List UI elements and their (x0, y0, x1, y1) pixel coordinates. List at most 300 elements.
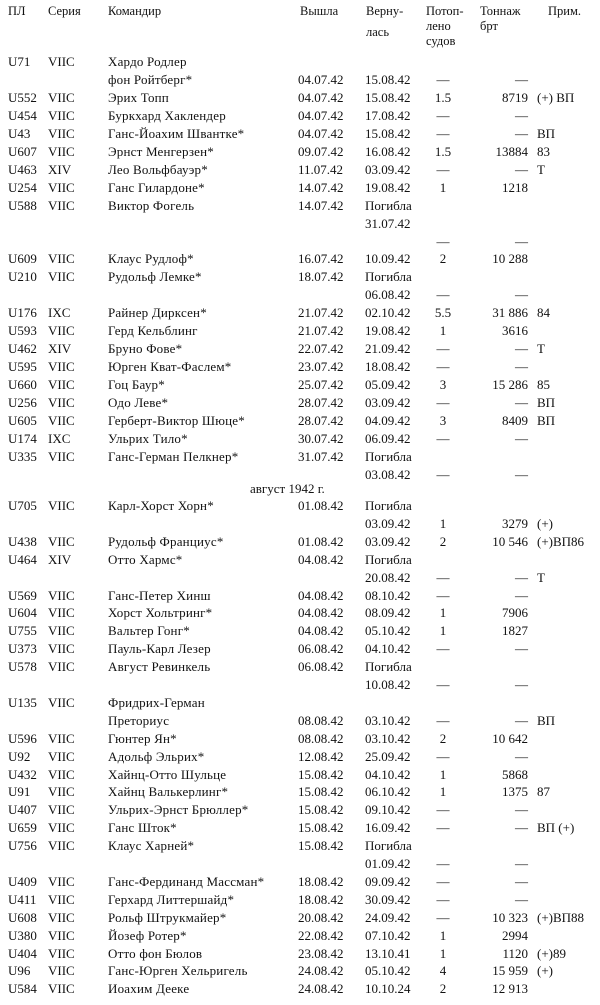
table-row (0, 376, 600, 394)
cell-returned: 25.09.42 (365, 748, 411, 764)
cell-sunk: — (436, 677, 450, 692)
cell-note: 87 (537, 784, 550, 800)
cell-sunk: — (436, 802, 450, 818)
cell-returned: 20.08.42 (365, 569, 411, 585)
cell-departed: 30.07.42 (298, 430, 344, 446)
cell-series: VIIC (48, 498, 75, 513)
cell-note: Т (537, 341, 545, 357)
cell-tonnage: — (515, 341, 528, 357)
cell-departed: 28.07.42 (298, 395, 344, 411)
table-row (0, 250, 600, 268)
cell-tonnage: — (515, 820, 528, 836)
cell-series: VIIC (48, 963, 75, 979)
cell-sunk: 3 (439, 377, 447, 393)
cell-departed: 08.08.42 (298, 712, 344, 728)
cell-tonnage: 5868 (502, 766, 528, 782)
cell-sunk: 3 (439, 413, 447, 428)
cell-tonnage: — (515, 161, 528, 177)
cell-sunk: 1 (439, 927, 447, 943)
cell-returned: 03.10.42 (365, 712, 411, 728)
cell-departed: 04.08.42 (298, 605, 344, 621)
cell-tonnage: — (515, 712, 528, 728)
cell-pl: U43 (8, 125, 31, 141)
cell-returned: 05.09.42 (365, 377, 411, 393)
table-row (0, 125, 600, 143)
cell-departed: 31.07.42 (298, 448, 344, 464)
cell-departed: 04.08.42 (298, 623, 344, 639)
cell-pl: U660 (8, 377, 37, 393)
cell-note: ВП (+) (537, 820, 575, 836)
table-row (0, 891, 600, 909)
cell-returned: 06.10.42 (365, 784, 411, 800)
cell-pl: U463 (8, 161, 37, 177)
cell-returned: Погибла (365, 197, 412, 213)
cell-commander: фон Ройтберг* (108, 71, 193, 87)
cell-returned: 15.08.42 (365, 71, 411, 87)
cell-tonnage: — (515, 802, 528, 818)
cell-tonnage: 3279 (502, 515, 528, 531)
cell-pl: U756 (8, 838, 37, 854)
table-row (0, 909, 600, 927)
cell-pl: U593 (8, 323, 37, 339)
cell-departed: 25.07.42 (298, 377, 344, 393)
cell-series: VIIC (48, 820, 75, 836)
cell-sunk: — (436, 359, 450, 375)
cell-pl: U96 (8, 963, 31, 979)
table-row (0, 962, 600, 980)
cell-departed: 15.08.42 (298, 784, 344, 800)
header-sunk (426, 4, 464, 49)
cell-series: VIIC (48, 891, 75, 907)
cell-departed: 15.08.42 (298, 802, 344, 818)
cell-commander: Фридрих-Герман (108, 694, 205, 710)
cell-returned: 30.09.42 (365, 891, 411, 907)
cell-series: VIIC (48, 359, 75, 375)
cell-departed: 04.07.42 (298, 107, 344, 123)
cell-departed: 23.07.42 (298, 359, 344, 375)
cell-returned: 03.08.42 (365, 466, 411, 482)
cell-series: VIIC (48, 909, 75, 925)
cell-sunk: 2 (439, 251, 447, 267)
header-sunk-line-2: лено (426, 19, 451, 33)
table-row (0, 161, 600, 179)
table-row (0, 448, 600, 466)
table-row (0, 322, 600, 340)
cell-departed: 04.07.42 (298, 89, 344, 105)
cell-commander: Хайнц Валькерлинг* (108, 784, 229, 800)
cell-tonnage: — (515, 569, 528, 585)
cell-tonnage: — (515, 748, 528, 764)
cell-sunk: 1 (439, 784, 447, 800)
cell-commander: Клаус Харней* (108, 838, 195, 854)
cell-tonnage: 8409 (502, 413, 528, 428)
cell-sunk: — (436, 748, 450, 764)
cell-sunk: — (436, 641, 450, 657)
header-departed: Вышла (300, 4, 339, 18)
cell-pl: U71 (8, 54, 31, 69)
cell-note: (+) (537, 515, 553, 531)
header-pl: ПЛ (8, 4, 26, 18)
cell-sunk: — (436, 873, 450, 889)
cell-sunk: — (436, 71, 450, 87)
header-notes: Прим. (548, 4, 582, 18)
cell-series: VIIC (48, 323, 75, 339)
cell-series: VIIC (48, 766, 75, 782)
cell-returned: 19.08.42 (365, 179, 411, 195)
table-row (0, 533, 600, 551)
cell-returned: 08.10.42 (365, 587, 411, 603)
cell-series: VIIC (48, 448, 75, 464)
cell-commander: Герд Кельблинг (108, 323, 198, 339)
cell-pl: U411 (8, 891, 37, 907)
cell-departed: 14.07.42 (298, 179, 344, 195)
cell-series: VIIC (48, 413, 75, 428)
cell-departed: 18.07.42 (298, 269, 344, 285)
cell-series: VIIC (48, 395, 75, 411)
cell-commander: Хорст Хольтринг* (108, 605, 213, 621)
cell-departed: 18.08.42 (298, 873, 344, 889)
cell-series: VIIC (48, 748, 75, 764)
cell-returned: Погибла (365, 551, 412, 567)
cell-commander: Хардо Родлер (108, 54, 187, 69)
cell-commander: Отто фон Бюлов (108, 945, 203, 961)
cell-departed: 12.08.42 (298, 748, 344, 764)
cell-commander: Ганс Шток* (108, 820, 177, 836)
table-row (0, 412, 600, 430)
cell-pl: U256 (8, 395, 37, 411)
cell-sunk: — (436, 891, 450, 907)
table-row (0, 515, 600, 533)
cell-departed: 22.07.42 (298, 341, 344, 357)
cell-sunk: 2 (439, 730, 447, 746)
cell-commander: Ганс-Фердинанд Массман* (108, 873, 265, 889)
cell-departed: 01.08.42 (298, 498, 344, 513)
cell-departed: 04.07.42 (298, 71, 344, 87)
cell-departed: 24.08.42 (298, 981, 344, 997)
cell-tonnage: — (515, 233, 528, 249)
table-row (0, 855, 600, 873)
cell-tonnage: — (515, 107, 528, 123)
cell-returned: 04.10.42 (365, 766, 411, 782)
header-returned-line-1: Верну- (366, 4, 404, 18)
cell-series: VIIC (48, 587, 75, 603)
cell-returned: 03.10.42 (365, 730, 411, 746)
cell-departed: 15.08.42 (298, 820, 344, 836)
cell-series: VIIC (48, 269, 75, 285)
cell-series: VIIC (48, 641, 75, 657)
cell-tonnage: 31 886 (492, 305, 528, 321)
cell-returned: 10.09.42 (365, 251, 411, 267)
cell-note: ВП (537, 712, 556, 728)
header-returned-line-2: лась (366, 25, 390, 39)
cell-commander: Иоахим Дееке (108, 981, 190, 997)
table-row (0, 730, 600, 748)
cell-sunk: — (436, 341, 450, 357)
cell-returned: Погибла (365, 659, 412, 675)
cell-pl: U409 (8, 873, 37, 889)
cell-departed: 16.07.42 (298, 251, 344, 267)
cell-commander: Эрих Топп (108, 89, 169, 105)
cell-commander: Ганс-Петер Хинш (108, 587, 211, 603)
table-row (0, 604, 600, 622)
table-row (0, 197, 600, 215)
cell-commander: Йозеф Ротер* (108, 927, 187, 943)
table-row (0, 304, 600, 322)
cell-departed: 09.07.42 (298, 143, 344, 159)
cell-sunk: 1 (439, 766, 447, 782)
table-row (0, 587, 600, 605)
cell-commander: Буркхард Хаклендер (108, 107, 226, 123)
table-row (0, 712, 600, 730)
cell-returned: 16.09.42 (365, 820, 411, 836)
cell-returned: Погибла (365, 269, 412, 285)
cell-commander: Ульрих Тило* (108, 430, 188, 446)
cell-sunk: 4 (439, 963, 447, 979)
table-row (0, 430, 600, 448)
month-heading: август 1942 г. (250, 481, 325, 496)
cell-commander: Адольф Эльрих* (108, 748, 205, 764)
header-commander: Командир (108, 4, 162, 18)
cell-returned: 18.08.42 (365, 359, 411, 375)
table-row (0, 569, 600, 587)
cell-sunk: — (436, 569, 450, 585)
cell-note: (+)89 (537, 945, 566, 961)
cell-returned: 04.09.42 (365, 413, 411, 428)
table-row (0, 497, 600, 515)
cell-tonnage: 13884 (495, 143, 528, 159)
cell-commander: Ульрих-Эрнст Брюллер* (108, 802, 249, 818)
cell-commander: Виктор Фогель (108, 197, 195, 213)
cell-commander: Гоц Баур* (108, 377, 165, 393)
cell-departed: 21.07.42 (298, 305, 344, 321)
cell-sunk: — (436, 587, 450, 603)
cell-pl: U454 (8, 107, 37, 123)
cell-departed: 11.07.42 (298, 161, 344, 177)
table-row (0, 89, 600, 107)
cell-pl: U588 (8, 197, 37, 213)
cell-returned: 02.10.42 (365, 305, 411, 321)
cell-sunk: 1 (439, 623, 447, 639)
header-tonnage-line-2: брт (480, 19, 498, 33)
cell-commander: Ганс-Юрген Хельригель (108, 963, 248, 979)
cell-commander: Август Ревинкель (108, 659, 211, 675)
cell-pl: U552 (8, 89, 37, 105)
cell-returned: Погибла (365, 448, 412, 464)
cell-departed: 23.08.42 (298, 945, 344, 961)
table-row (0, 179, 600, 197)
cell-pl: U432 (8, 766, 37, 782)
cell-tonnage: 15 959 (492, 963, 528, 979)
cell-series: VIIC (48, 730, 75, 746)
cell-returned: 05.10.42 (365, 623, 411, 639)
cell-returned: 03.09.42 (365, 395, 411, 411)
table-row (0, 53, 600, 71)
cell-note: (+)ВП86 (537, 533, 585, 549)
table-row (0, 71, 600, 89)
cell-returned: 04.10.42 (365, 641, 411, 657)
table-row (0, 551, 600, 569)
cell-tonnage: — (515, 641, 528, 657)
cell-note: ВП (537, 413, 556, 428)
cell-series: VIIC (48, 179, 75, 195)
cell-tonnage: — (515, 287, 528, 303)
cell-sunk: 1 (439, 515, 447, 531)
cell-note: Т (537, 569, 545, 585)
cell-commander: Рольф Штрукмайер* (108, 909, 227, 925)
header-series: Серия (48, 4, 81, 18)
cell-departed: 06.08.42 (298, 641, 344, 657)
cell-sunk: 5.5 (434, 305, 452, 321)
cell-tonnage: — (515, 891, 528, 907)
cell-commander: Клаус Рудлоф* (108, 251, 194, 267)
table-row (0, 766, 600, 784)
cell-note: 83 (537, 143, 550, 159)
cell-series: VIIC (48, 143, 75, 159)
table-row (0, 286, 600, 304)
cell-pl: U210 (8, 269, 37, 285)
table-row (0, 819, 600, 837)
cell-pl: U407 (8, 802, 37, 818)
cell-pl: U595 (8, 359, 37, 375)
cell-departed: 28.07.42 (298, 413, 344, 428)
cell-departed: 15.08.42 (298, 838, 344, 854)
cell-commander: Вальтер Гонг* (108, 623, 190, 639)
cell-returned: 06.08.42 (365, 287, 411, 303)
cell-sunk: — (436, 712, 450, 728)
cell-commander: Юрген Кват-Фаслем* (108, 359, 232, 375)
cell-departed: 20.08.42 (298, 909, 344, 925)
cell-sunk: — (436, 856, 450, 871)
cell-sunk: 2 (439, 981, 447, 997)
cell-tonnage: 10 546 (492, 533, 528, 549)
cell-pl: U135 (8, 694, 37, 710)
cell-note: Т (537, 161, 545, 177)
cell-commander: Ганс-Герман Пелкнер* (108, 448, 239, 464)
cell-series: VIIC (48, 927, 75, 943)
cell-series: VIIC (48, 623, 75, 639)
cell-series: VIIC (48, 89, 75, 105)
header-tonnage-line-1: Тоннаж (480, 4, 521, 18)
cell-note: 85 (537, 377, 550, 393)
cell-sunk: 1 (439, 323, 447, 339)
cell-series: VIIC (48, 659, 75, 675)
cell-sunk: 1.5 (434, 143, 452, 159)
cell-pl: U605 (8, 413, 37, 428)
cell-series: VIIC (48, 838, 75, 854)
cell-note: ВП (537, 395, 556, 411)
cell-note: (+)ВП88 (537, 909, 585, 925)
cell-pl: U569 (8, 587, 37, 603)
cell-pl: U91 (8, 784, 31, 800)
table-row (0, 215, 600, 233)
cell-pl: U335 (8, 448, 37, 464)
cell-returned: 16.08.42 (365, 143, 411, 159)
cell-returned: 13.10.41 (365, 945, 411, 961)
cell-pl: U92 (8, 748, 31, 764)
table-row (0, 340, 600, 358)
cell-pl: U462 (8, 341, 37, 357)
table-row (0, 694, 600, 712)
table-row (0, 358, 600, 376)
cell-departed: 04.08.42 (298, 587, 344, 603)
cell-commander: Гюнтер Ян* (108, 730, 177, 746)
cell-commander: Ганс-Йоахим Швантке* (108, 125, 245, 141)
cell-pl: U608 (8, 909, 37, 925)
cell-series: VIIC (48, 694, 75, 710)
cell-returned: Погибла (365, 498, 412, 513)
cell-commander: Ганс Гилардоне* (108, 179, 205, 195)
cell-departed: 08.08.42 (298, 730, 344, 746)
cell-pl: U404 (8, 945, 37, 961)
cell-pl: U176 (8, 305, 37, 321)
cell-series: VIIC (48, 784, 75, 800)
cell-series: VIIC (48, 981, 75, 997)
cell-commander: Эрнст Менгерзен* (108, 143, 215, 159)
cell-tonnage: — (515, 359, 528, 375)
cell-series: VIIC (48, 125, 75, 141)
cell-returned: 15.08.42 (365, 125, 411, 141)
cell-commander: Карл-Хорст Хорн* (108, 498, 214, 513)
cell-series: XIV (48, 551, 72, 567)
table-row (0, 658, 600, 676)
cell-pl: U174 (8, 430, 37, 446)
cell-pl: U604 (8, 605, 37, 621)
cell-returned: 10.08.42 (365, 677, 411, 692)
cell-tonnage: — (515, 587, 528, 603)
cell-pl: U254 (8, 179, 37, 195)
cell-tonnage: 15 286 (492, 377, 528, 393)
table-row (0, 143, 600, 161)
cell-tonnage: 10 642 (492, 730, 528, 746)
cell-returned: 09.09.42 (365, 873, 411, 889)
cell-sunk: — (436, 820, 450, 836)
cell-commander: Лео Вольфбауэр* (108, 161, 208, 177)
cell-tonnage: 1375 (502, 784, 528, 800)
cell-sunk: 1.5 (434, 89, 452, 105)
cell-series: VIIC (48, 107, 75, 123)
cell-returned: 07.10.42 (365, 927, 411, 943)
cell-sunk: — (436, 233, 450, 249)
cell-pl: U584 (8, 981, 37, 997)
cell-pl: U659 (8, 820, 37, 836)
cell-sunk: — (436, 395, 450, 411)
cell-tonnage: 10 323 (492, 909, 528, 925)
cell-departed: 24.08.42 (298, 963, 344, 979)
cell-returned: 05.10.42 (365, 963, 411, 979)
cell-tonnage: — (515, 71, 528, 87)
cell-series: IXC (48, 305, 71, 321)
cell-sunk: — (436, 909, 450, 925)
cell-pl: U373 (8, 641, 37, 657)
cell-tonnage: 3616 (502, 323, 528, 339)
cell-pl: U464 (8, 551, 37, 567)
cell-tonnage: 2994 (502, 927, 528, 943)
cell-sunk: — (436, 430, 450, 446)
cell-series: VIIC (48, 197, 75, 213)
cell-tonnage: 10 288 (492, 251, 528, 267)
cell-tonnage: 12 913 (492, 981, 528, 997)
cell-sunk: — (436, 161, 450, 177)
cell-sunk: 2 (439, 533, 447, 549)
cell-commander: Рудольф Лемке* (108, 269, 202, 285)
table-row (0, 801, 600, 819)
table-row (0, 873, 600, 891)
cell-departed: 14.07.42 (298, 197, 344, 213)
cell-tonnage: — (515, 873, 528, 889)
cell-pl: U607 (8, 143, 37, 159)
cell-departed: 21.07.42 (298, 323, 344, 339)
table-row (0, 837, 600, 855)
